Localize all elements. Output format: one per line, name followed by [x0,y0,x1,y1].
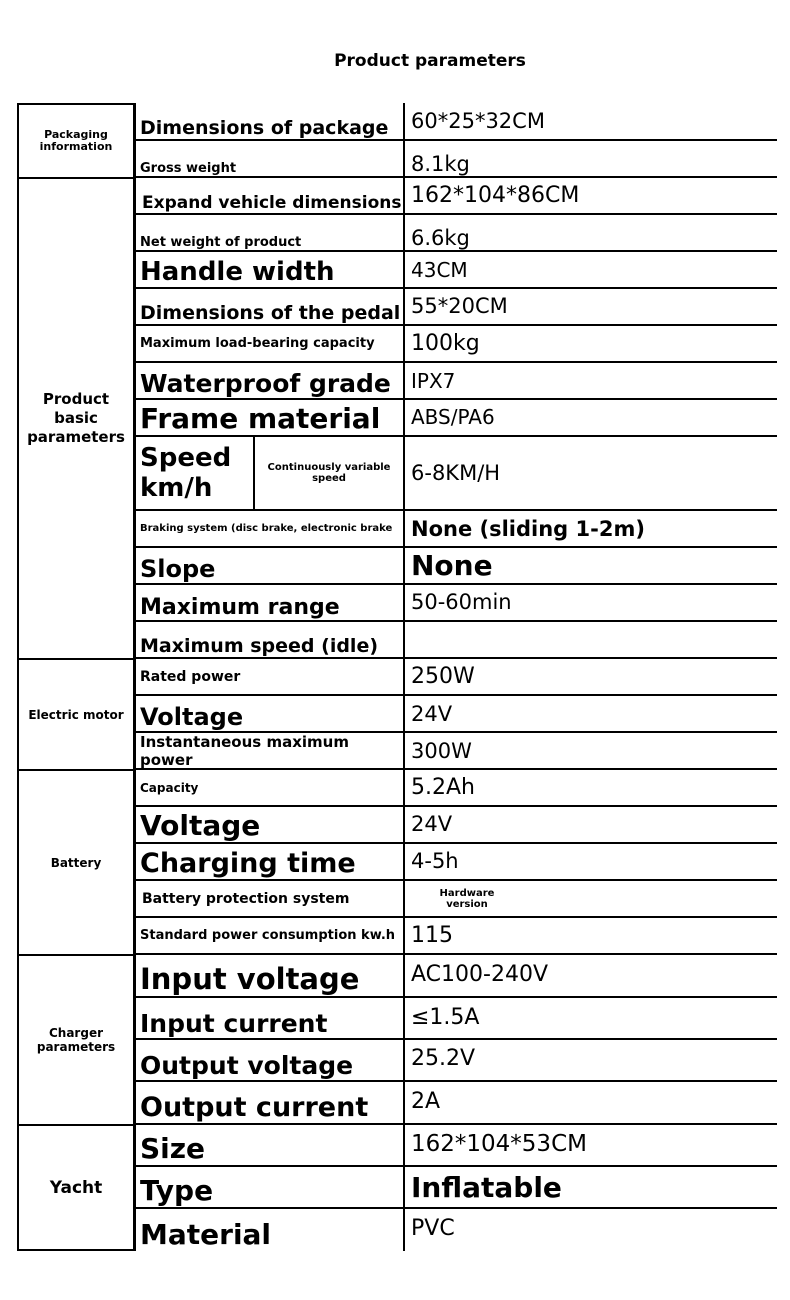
row-label: Voltage [136,696,405,733]
row-label: Voltage [136,807,405,844]
row-value: 2A [405,1082,777,1125]
row-label: Waterproof grade [136,363,405,400]
row-label: Maximum load-bearing capacity [136,326,405,363]
row-label: Expand vehicle dimensions [136,178,405,215]
row-value: AC100-240V [405,955,777,998]
row-value: 162*104*53CM [405,1125,777,1167]
row-label: Dimensions of package [136,103,405,141]
row-label: Rated power [136,659,405,696]
row-value: 60*25*32CM [405,103,777,141]
row-value: 250W [405,659,777,696]
row-label: Type [136,1167,405,1209]
row-value: ≤1.5A [405,998,777,1040]
row-value: ABS/PA6 [405,400,777,437]
row-value: 6.6kg [405,215,777,252]
row-label: Standard power consumption kw.h [136,918,405,955]
section-electric-motor: Electric motor [17,658,136,771]
section-yacht: Yacht [17,1124,136,1251]
row-label: Charging time [136,844,405,881]
page-title: Product parameters [334,51,526,71]
row-label: Size [136,1125,405,1167]
row-label: Speed km/h [136,437,255,511]
section-product-basic: Product basic parameters [17,177,136,660]
row-label: Input voltage [136,955,405,998]
row-label: Maximum range [136,585,405,622]
row-label: Dimensions of the pedal [136,289,405,326]
row-value: 5.2Ah [405,770,777,807]
section-packaging: Packaging information [17,103,136,179]
row-label: Instantaneous maximum power [136,733,405,770]
row-label: Material [136,1209,405,1251]
row-value: 55*20CM [405,289,777,326]
row-label: Handle width [136,252,405,289]
row-value: PVC [405,1209,777,1251]
row-value: 4-5h [405,844,777,881]
row-value: None (sliding 1-2m) [405,511,777,548]
row-label: Output current [136,1082,405,1125]
row-value: Inflatable [405,1167,777,1209]
row-value: 24V [405,807,777,844]
row-label: Braking system (disc brake, electronic brake [136,511,405,548]
row-label: Input current [136,998,405,1040]
row-value: 115 [405,918,777,955]
row-sublabel: Continuously variable speed [255,437,405,511]
row-label: Gross weight [136,141,405,178]
row-value [405,881,777,918]
section-battery: Battery [17,769,136,956]
row-value: 43CM [405,252,777,289]
row-value: 50-60min [405,585,777,622]
row-value: 6-8KM/H [405,437,777,511]
row-value: 24V [405,696,777,733]
row-label: Capacity [136,770,405,807]
row-label: Net weight of product [136,215,405,252]
row-value-text: Hardware version [439,887,495,910]
row-value: 162*104*86CM [405,178,777,215]
row-value: 300W [405,733,777,770]
row-value [405,622,777,659]
row-label: Output voltage [136,1040,405,1082]
row-value: None [405,548,777,585]
row-label: Frame material [136,400,405,437]
row-label: Slope [136,548,405,585]
row-label: Maximum speed (idle) [136,622,405,659]
row-value: IPX7 [405,363,777,400]
row-value: 25.2V [405,1040,777,1082]
row-label: Battery protection system [136,881,405,918]
row-value: 100kg [405,326,777,363]
section-charger: Charger parameters [17,954,136,1126]
row-value: 8.1kg [405,141,777,178]
